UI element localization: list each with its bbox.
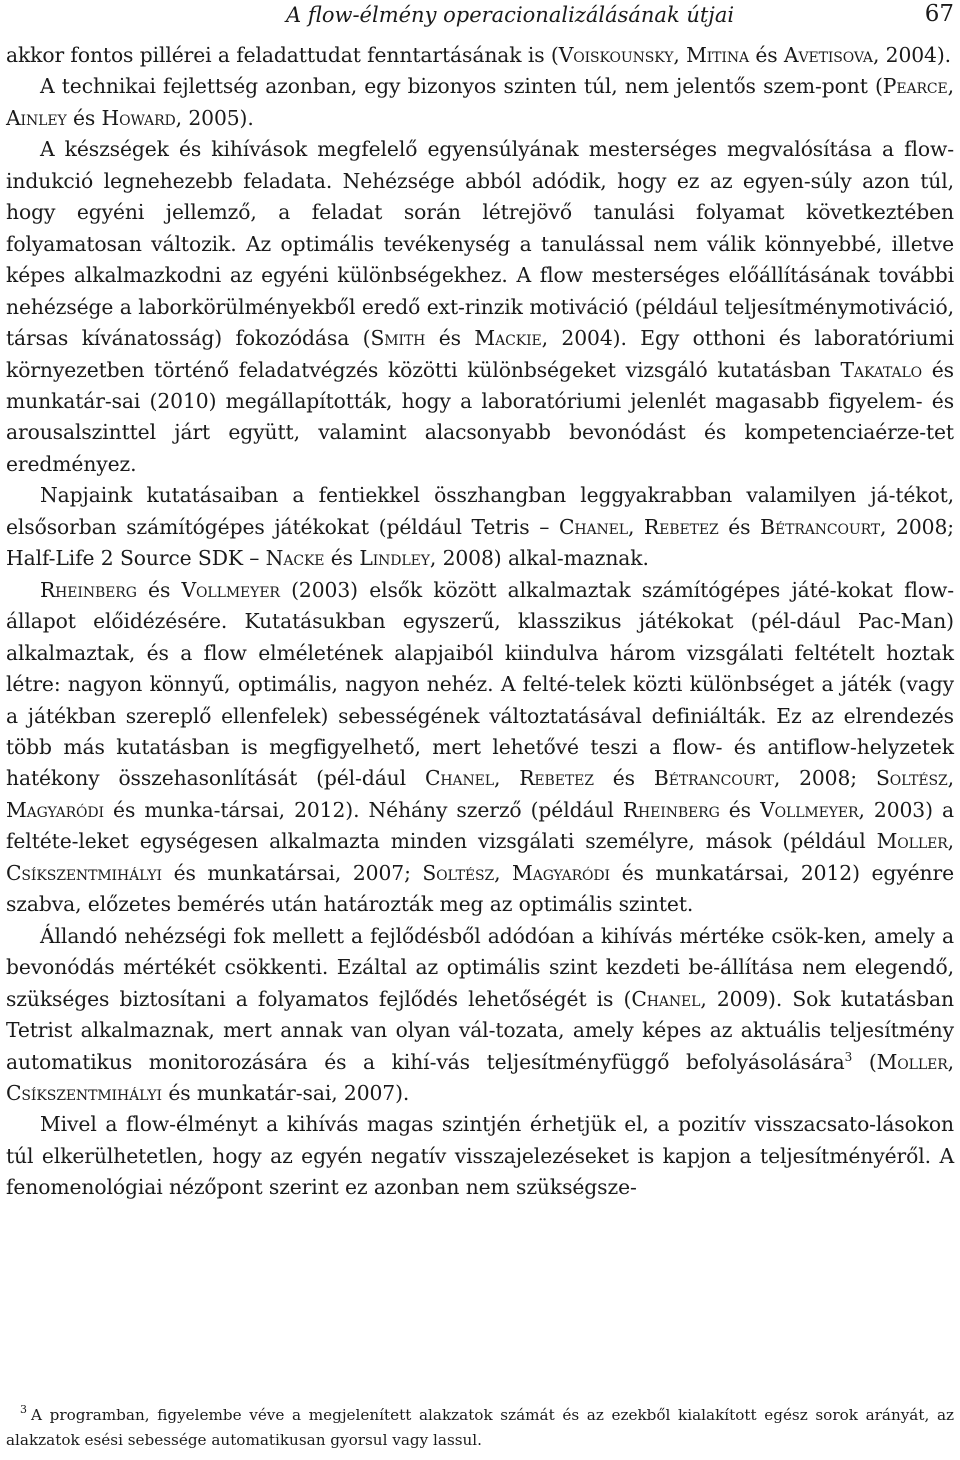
author-name: Rheinberg xyxy=(622,797,720,822)
text-span: , xyxy=(628,514,645,539)
paragraph-7 xyxy=(6,1109,954,1203)
author-name: Chanel xyxy=(424,766,494,791)
text-span: és xyxy=(718,514,761,539)
author-name: Voiskounsky xyxy=(558,43,674,67)
text-span: akkor fontos pillérei a feladattudat fenntartásának is ( xyxy=(6,43,559,67)
paragraph-4 xyxy=(6,480,954,574)
author-name: Csíkszentmihályi xyxy=(6,1080,162,1105)
text-span: és xyxy=(66,105,102,130)
text-span: , 2008; Half-Life 2 Source SDK – xyxy=(6,514,955,571)
text-span: , xyxy=(947,829,954,854)
text-span: Mivel a flow-élményt a kihívás magas szintjén érhetjük el, a pozitív visszacsato-lásokon túl elkerülhetetlen, hogy az egyén negatív visszajelezéseket is kapjon a teljesítményéről. A fenomenológiai nézőpont szerint ez azonban nem szükségsze- xyxy=(6,1112,954,1200)
running-header xyxy=(0,0,960,40)
author-name: Rebetez xyxy=(519,766,594,791)
text-span: , xyxy=(947,74,954,99)
text-span: és xyxy=(136,577,182,602)
author-name: Rheinberg xyxy=(40,577,137,602)
author-name: Chanel xyxy=(631,986,701,1011)
paragraph-5 xyxy=(6,575,954,921)
paragraph-6 xyxy=(6,921,954,1110)
text-span: , xyxy=(673,43,687,67)
text-span: , xyxy=(947,1049,954,1074)
footnote-reference[interactable]: 3 xyxy=(844,1049,853,1064)
text-span: és xyxy=(425,326,475,351)
text-span: és munkatár-sai (2010) megállapították, hogy a laboratóriumi jelenlét magasabb figyelem- és arousalszinttel járt együtt, valamint alacsonyabb bevonódást és kompetenciaérze-tet eredményez. xyxy=(6,357,954,476)
author-name: Moller xyxy=(876,1049,948,1074)
author-name: Pearce xyxy=(882,74,948,99)
author-name: Mackie xyxy=(474,326,542,351)
text-span: (2003) elsők között alkalmaztak számítógépes játé-kokat flow-állapot előidézésére. Kutatásukban egyszerű, klasszikus játékokat (pél-dául Pac-Man) alkalmaztak, és a flow elméletének alapjaiból kiindulva három vizsgálati feltételt hoztak létre: nagyon könnyű, optimális, nagyon nehéz. A felté-telek közti különbséget a játék (vagy a játékban szereplő ellenfelek) sebességének változtatásával definiálták. Ez az elrendezés több más kutatásban is megfigyelhető, mert lehetővé teszi a flow- és antiflow-helyzetek hatékony összehasonlítását (pél-dául xyxy=(6,577,955,791)
text-span: és xyxy=(749,43,784,67)
text-span: , xyxy=(493,766,520,791)
author-name: Ainley xyxy=(6,105,67,130)
running-header-title: A flow-élmény operacionalizálásának útjai xyxy=(286,3,735,27)
author-name: Chanel xyxy=(558,514,628,539)
text-span: , 2004). xyxy=(872,43,952,67)
author-name: Vollmeyer xyxy=(181,577,280,602)
page-number: 67 xyxy=(924,1,954,27)
author-name: Smith xyxy=(370,326,426,351)
text-span: , 2008) alkal-maznak. xyxy=(429,546,649,571)
text-span: Napjaink kutatásaiban a fentiekkel összhangban leggyakrabban valamilyen já-tékot, elsősorban számítógépes játékokat (például Tetris – xyxy=(6,483,954,539)
author-name: Lindley xyxy=(359,546,430,571)
author-name: Bétrancourt xyxy=(653,766,774,791)
paragraph-3 xyxy=(6,134,954,480)
author-name: Soltész xyxy=(422,860,495,885)
text-span: , xyxy=(947,766,955,791)
author-name: Avetisova xyxy=(783,43,873,67)
text-span: és munkatársai, 2007; xyxy=(161,860,423,885)
text-span: A technikai fejlettség azonban, egy bizonyos szinten túl, nem jelentős szem-pont ( xyxy=(40,74,883,99)
text-span: ( xyxy=(852,1049,877,1074)
author-name: Soltész xyxy=(875,766,948,791)
paragraph-1 xyxy=(6,40,954,71)
text-span: , 2009). Sok kutatásban Tetrist alkalmaznak, mert annak van olyan vál-tozata, amely képes az aktuális teljesítmény automatikus monitorozására és a kihí-vás teljesítményfüggő befolyásolására xyxy=(6,986,955,1074)
text-span: , 2008; xyxy=(773,766,876,791)
footnote-mark: 3 xyxy=(20,1403,27,1416)
footnote-text: A programban, figyelembe véve a megjelenített alakzatok számát és az ezekből kialakított egész sorok arányát, az alakzatok esési sebessége automatikusan gyorsul vagy lassul. xyxy=(6,1406,954,1449)
text-span: , 2004). Egy otthoni és laboratóriumi környezetben történő feladatvégzés közötti különbségeket vizsgáló kutatásban xyxy=(6,326,955,382)
text-span: , 2005). xyxy=(175,105,254,130)
text-span: Állandó nehézségi fok mellett a fejlődésből adódóan a kihívás mértéke csök-ken, amely a bevonódás mértékét csökkenti. Ezáltal az optimális szint kezdeti be-állítása nem elegendő, szükséges biztosítani a folyamatos fejlődés lehetőségét is ( xyxy=(6,923,954,1011)
author-name: Takatalo xyxy=(840,357,923,382)
author-name: Nacke xyxy=(265,546,325,571)
text-span: , 2003) a feltéte-leket egységesen alkalmazta minden vizsgálati személyre, mások (például xyxy=(6,797,954,854)
author-name: Rebetez xyxy=(644,514,719,539)
footnote xyxy=(6,1403,954,1453)
text-span: és munka-társai, 2012). Néhány szerző (például xyxy=(103,797,623,822)
paragraph-2 xyxy=(6,71,954,134)
text-span: A készségek és kihívások megfelelő egyensúlyának mesterséges megvalósítása a flow-indukció legnehezebb feladata. Nehézsége abból adódik, hogy ez az egyen-súly azon túl, hogy egyéni jellemző, a feladat során létrejövő tanulási folyamat következtében folyamatosan változik. Az optimális tevékenység a tanulással nem válik könnyebbé, illetve képes alkalmazkodni az egyéni különbségekhez. A flow mesterséges előállításának további nehézsége a laborkörülményekből eredő ext-rinzik motiváció (például teljesítménymotiváció, társas kívánatosság) fokozódása ( xyxy=(6,137,954,351)
author-name: Bétrancourt xyxy=(760,514,881,539)
text-span: , xyxy=(494,860,513,885)
text-span: és xyxy=(593,766,654,791)
author-name: Vollmeyer xyxy=(760,797,859,822)
text-span: és xyxy=(324,546,360,571)
text-span: és munkatársai, 2012) egyénre szabva, előzetes bemérés után határozták meg az optimális szintet. xyxy=(6,860,954,917)
author-name: Csíkszentmihályi xyxy=(6,860,162,885)
author-name: Moller xyxy=(876,829,948,854)
author-name: Magyaródi xyxy=(6,797,104,822)
text-span: és xyxy=(719,797,761,822)
author-name: Mitina xyxy=(686,43,749,67)
author-name: Howard xyxy=(101,105,176,130)
body-text xyxy=(6,40,954,1204)
author-name: Magyaródi xyxy=(512,860,610,885)
text-span: és munkatár-sai, 2007). xyxy=(161,1080,410,1105)
